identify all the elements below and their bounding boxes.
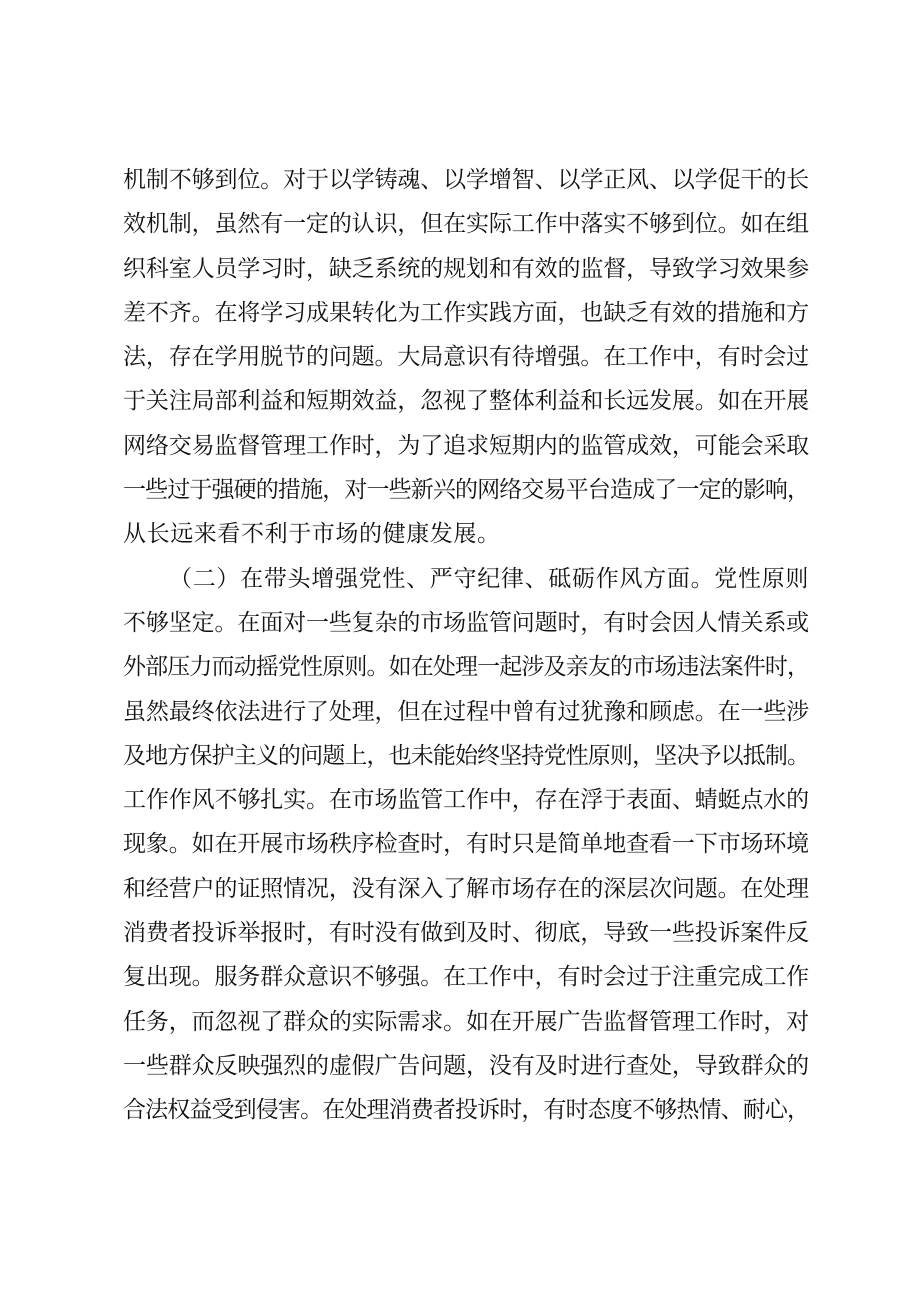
- text-line: 虽然最终依法进行了处理，但在过程中曾有过犹豫和顾虑。在一些涉: [123, 698, 809, 725]
- document-body: [123, 158, 809, 1133]
- text-line: 不够坚定。在面对一些复杂的市场监管问题时，有时会因人情关系或: [123, 609, 809, 636]
- text-line: 从长远来看不利于市场的健康发展。: [123, 521, 501, 548]
- text-line: 一些群众反映强烈的虚假广告问题，没有及时进行查处，导致群众的: [123, 1052, 809, 1079]
- text-line: 法，存在学用脱节的问题。大局意识有待增强。在工作中，有时会过: [123, 344, 809, 371]
- text-line: 差不齐。在将学习成果转化为工作实践方面，也缺乏有效的措施和方: [123, 299, 809, 326]
- text-line: 网络交易监督管理工作时，为了追求短期内的监管成效，可能会采取: [123, 432, 809, 459]
- text-line: 机制不够到位。对于以学铸魂、以学增智、以学正风、以学促干的长: [123, 167, 809, 193]
- text-line: 效机制，虽然有一定的认识，但在实际工作中落实不够到位。如在组: [123, 211, 809, 238]
- text-line: 织科室人员学习时，缺乏系统的规划和有效的监督，导致学习效果参: [123, 255, 809, 282]
- text-line: 一些过于强硬的措施，对一些新兴的网络交易平台造成了一定的影响，: [123, 477, 809, 504]
- section-heading-line: （二）在带头增强党性、严守纪律、砥砺作风方面。党性原则: [169, 565, 809, 592]
- paragraph-1: [123, 158, 809, 557]
- text-line: 任务，而忽视了群众的实际需求。如在开展广告监督管理工作时，对: [123, 1008, 809, 1035]
- text-line: 外部压力而动摇党性原则。如在处理一起涉及亲友的市场违法案件时，: [123, 654, 809, 681]
- paragraph-2: [123, 557, 809, 1133]
- text-line: 现象。如在开展市场秩序检查时，有时只是简单地查看一下市场环境: [123, 831, 809, 858]
- text-line: 消费者投诉举报时，有时没有做到及时、彻底，导致一些投诉案件反: [123, 920, 809, 947]
- text-line: 工作作风不够扎实。在市场监管工作中，存在浮于表面、蜻蜓点水的: [123, 787, 809, 814]
- text-line: 合法权益受到侵害。在处理消费者投诉时，有时态度不够热情、耐心，: [123, 1097, 809, 1124]
- text-line: 和经营户的证照情况，没有深入了解市场存在的深层次问题。在处理: [123, 875, 809, 902]
- text-line: 及地方保护主义的问题上，也未能始终坚持党性原则，坚决予以抵制。: [123, 742, 809, 769]
- text-line: 于关注局部利益和短期效益，忽视了整体利益和长远发展。如在开展: [123, 388, 809, 415]
- text-line: 复出现。服务群众意识不够强。在工作中，有时会过于注重完成工作: [123, 964, 809, 991]
